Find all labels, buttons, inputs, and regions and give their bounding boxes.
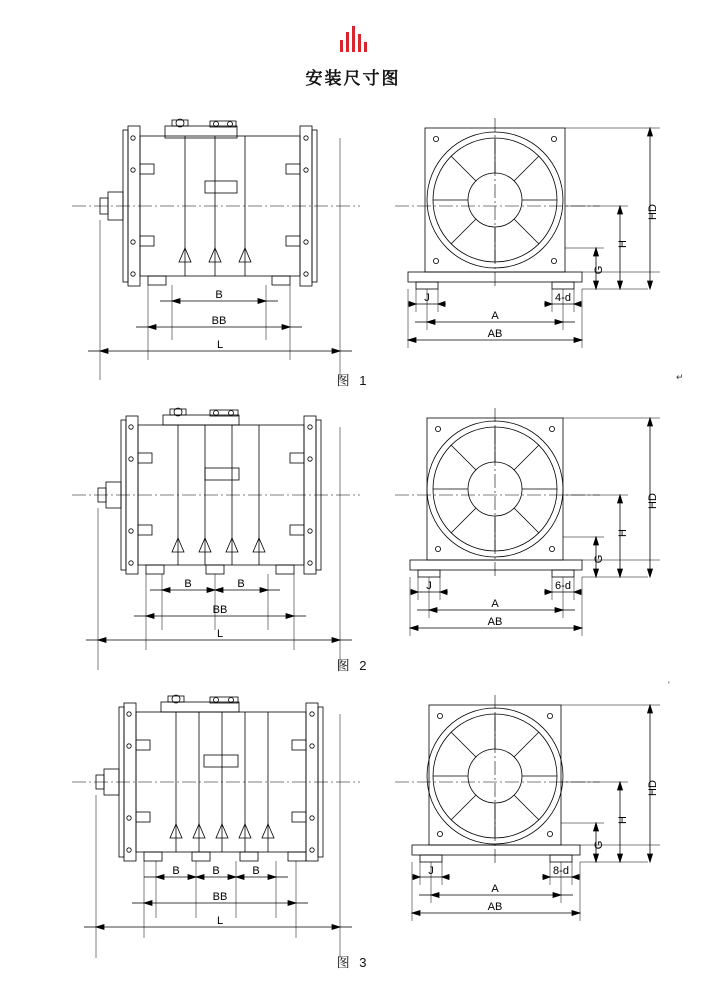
dim-label-HD: HD xyxy=(647,204,659,220)
figure-3 xyxy=(0,690,706,990)
dim-label-BB: BB xyxy=(212,891,228,903)
dim-label-BB: BB xyxy=(212,604,228,616)
figure-3-caption: 图 3 xyxy=(336,955,370,970)
dim-label-A: A xyxy=(491,883,499,895)
dim-label-AB: AB xyxy=(487,901,503,913)
figure-1-drawing xyxy=(0,108,706,408)
dim-label-bolt: 6-d xyxy=(555,580,571,592)
dim-label-G: G xyxy=(593,554,605,564)
dim-label-AB: AB xyxy=(487,616,503,628)
margin-mark-1: ↵ xyxy=(676,372,684,382)
dim-label-G: G xyxy=(593,265,605,275)
figure-1 xyxy=(0,108,706,408)
dim-label-L: L xyxy=(216,628,224,640)
dim-label-A: A xyxy=(491,310,499,322)
dim-label-H: H xyxy=(617,816,629,824)
dim-label-AB: AB xyxy=(487,328,503,340)
page-title: 安装尺寸图 xyxy=(305,69,401,88)
dim-label-HD: HD xyxy=(647,780,659,796)
dim-label-B: B xyxy=(237,578,245,590)
red-bars-logo-icon xyxy=(0,26,706,52)
margin-mark-2: ' xyxy=(668,680,670,690)
dim-label-L: L xyxy=(216,915,224,927)
dim-label-bolt: 8-d xyxy=(553,865,569,877)
dim-label-B: B xyxy=(184,578,192,590)
figure-3-drawing xyxy=(0,690,706,990)
dim-label-B: B xyxy=(215,289,223,301)
figure-1-caption: 图 1 xyxy=(336,373,370,388)
dim-label-G: G xyxy=(593,840,605,850)
dim-label-H: H xyxy=(617,240,629,248)
dim-label-A: A xyxy=(491,598,499,610)
dim-label-J: J xyxy=(426,580,432,592)
dim-label-J: J xyxy=(424,292,430,304)
figure-2-caption: 图 2 xyxy=(336,658,370,673)
dim-label-B: B xyxy=(172,865,180,877)
dim-label-L: L xyxy=(216,339,224,351)
dim-label-BB: BB xyxy=(211,315,227,327)
dim-label-B: B xyxy=(252,865,260,877)
dim-label-H: H xyxy=(617,529,629,537)
dim-label-B: B xyxy=(212,865,220,877)
figure-2 xyxy=(0,400,706,700)
dim-label-bolt: 4-d xyxy=(555,292,571,304)
dim-label-HD: HD xyxy=(647,493,659,509)
dim-label-J: J xyxy=(428,865,434,877)
